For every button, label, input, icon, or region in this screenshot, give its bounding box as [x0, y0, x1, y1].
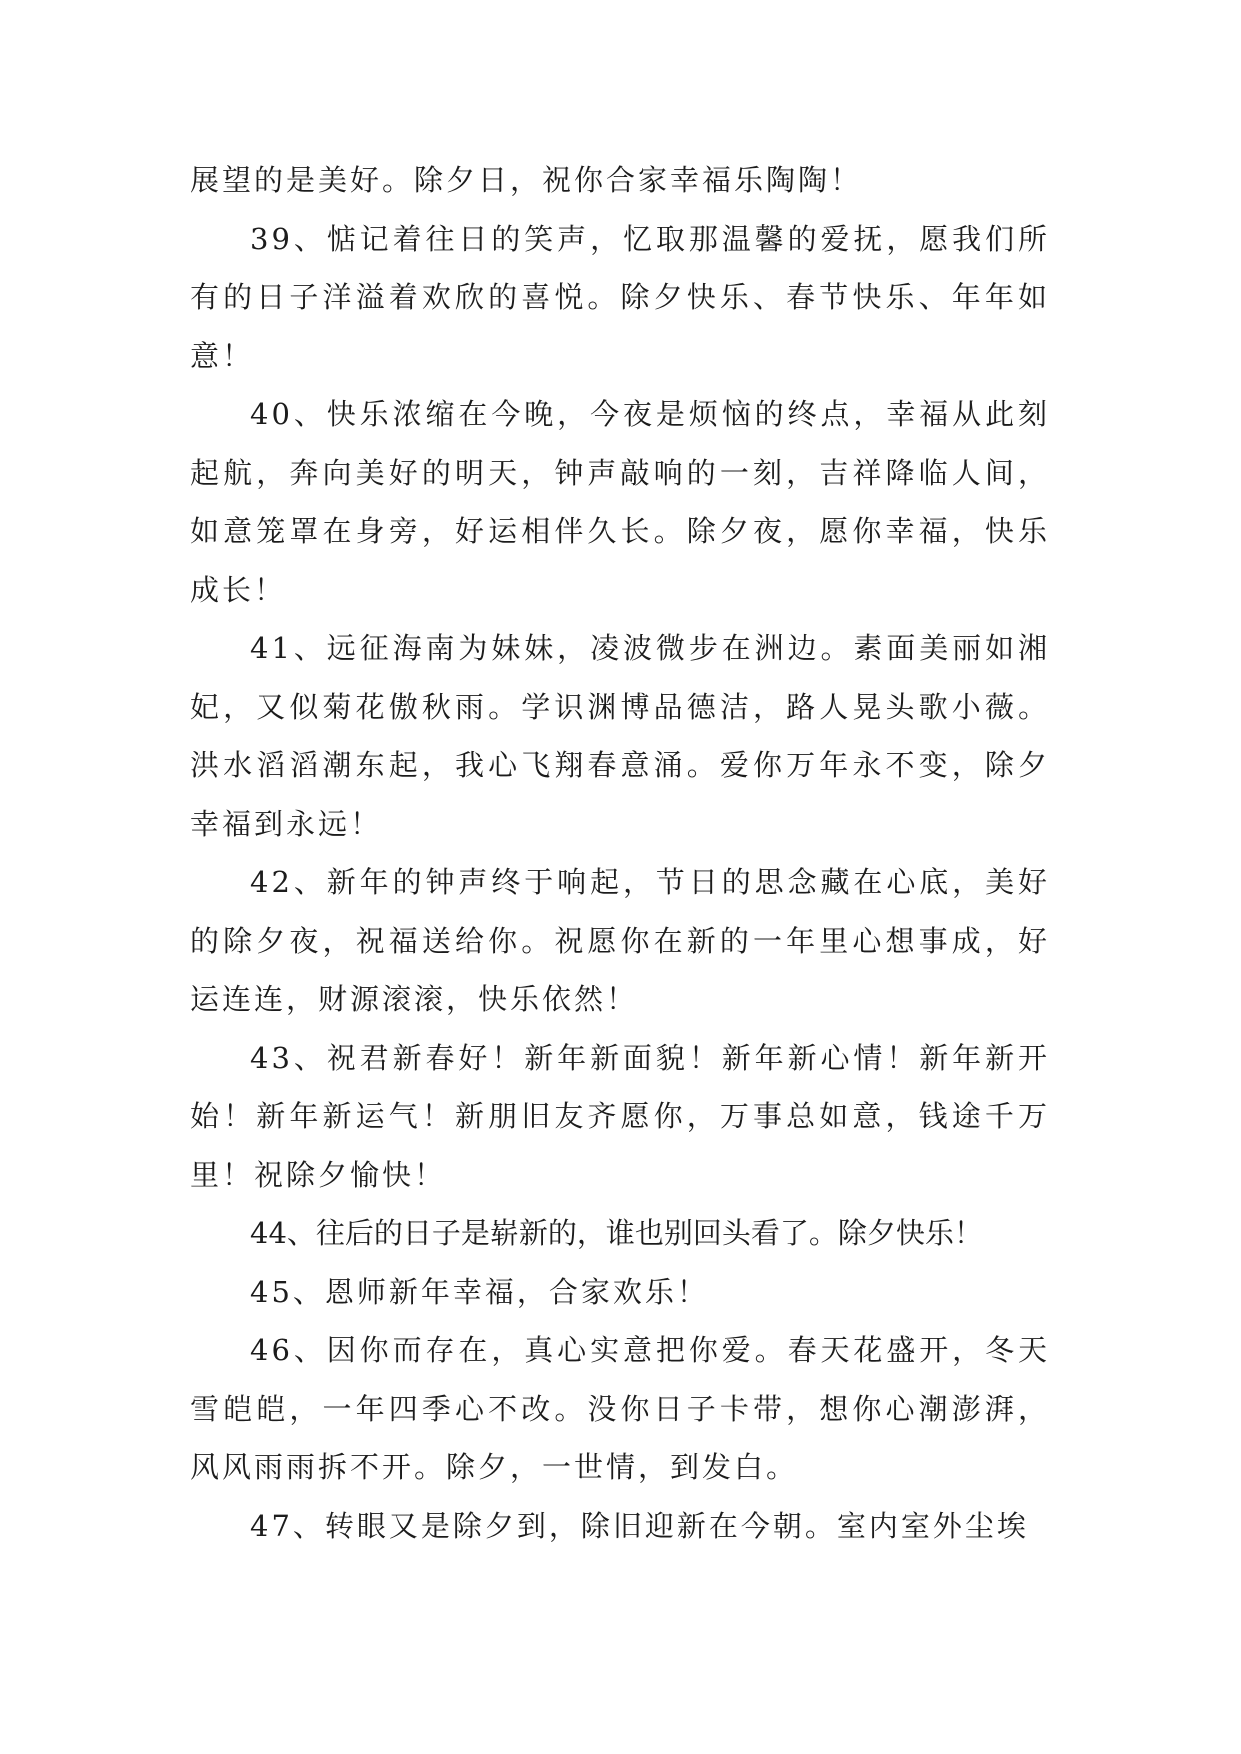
- paragraph-44: 44、往后的日子是崭新的，谁也别回头看了。除夕快乐！: [250, 1216, 983, 1250]
- paragraph-41: 41、远征海南为妹妹，凌波微步在洲边。素面美丽如湘妃，又似菊花傲秋雨。学识渊博品德洁，路人晃头歌小薇。洪水滔滔潮东起，我心飞翔春意涌。爱你万年永不变，除夕幸福到永远！: [190, 631, 1050, 841]
- paragraph-43: 43、祝君新春好！新年新面貌！新年新心情！新年新开始！新年新运气！新朋旧友齐愿你，万事总如意，钱途千万里！祝除夕愉快！: [190, 1040, 1050, 1192]
- paragraph-40: 40、快乐浓缩在今晚，今夜是烦恼的终点，幸福从此刻起航，奔向美好的明天，钟声敲响的一刻，吉祥降临人间，如意笼罩在身旁，好运相伴久长。除夕夜，愿你幸福，快乐成长！: [190, 397, 1050, 607]
- paragraph-47: 47、转眼又是除夕到，除旧迎新在今朝。室内室外尘埃: [250, 1508, 1029, 1543]
- paragraph-39: 39、惦记着往日的笑声，忆取那温馨的爱抚，愿我们所有的日子洋溢着欢欣的喜悦。除夕快乐、春节快乐、年年如意！: [190, 221, 1050, 373]
- paragraph-continuation: 展望的是美好。除夕日，祝你合家幸福乐陶陶！: [190, 163, 863, 197]
- paragraph-45: 45、恩师新年幸福，合家欢乐！: [250, 1274, 709, 1309]
- paragraph-46: 46、因你而存在，真心实意把你爱。春天花盛开，冬天雪皑皑，一年四季心不改。没你日子卡带，想你心潮澎湃，风风雨雨拆不开。除夕，一世情，到发白。: [190, 1333, 1050, 1484]
- document-body: [190, 151, 1050, 1555]
- paragraph-42: 42、新年的钟声终于响起，节日的思念藏在心底，美好的除夕夜，祝福送给你。祝愿你在新的一年里心想事成，好运连连，财源滚滚，快乐依然！: [190, 865, 1050, 1016]
